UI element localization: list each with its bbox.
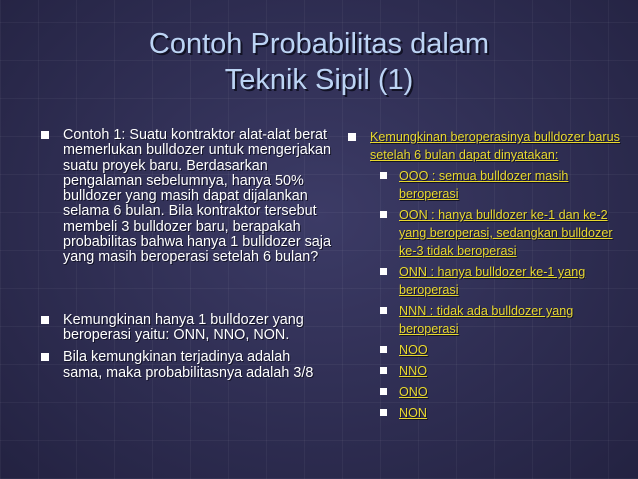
square-bullet-icon <box>41 131 49 139</box>
right-sub-text: OOO : semua bulldozer masih beroperasi <box>399 169 569 201</box>
left-bullet-item <box>38 350 333 381</box>
left-bullet-text: Contoh 1: Suatu kontraktor alat-alat berat memerlukan bulldozer untuk mengerjakan suatu proyek baru. Berdasarkan pengalaman sebelumnya, hanya 50% bulldozer yang masih dapat dijalankan selama 6 bulan. Bila kontraktor tersebut membeli 3 bulldozer baru, berapakah probabilitas bahwa hanya 1 bulldozer saja yang masih beroperasi setelah 6 bulan? <box>63 127 332 266</box>
right-sub-item <box>345 383 620 401</box>
square-bullet-icon <box>380 346 387 353</box>
right-sub-item <box>345 167 620 203</box>
square-bullet-icon <box>41 316 49 324</box>
right-heading-text: Kemungkinan beroperasinya bulldozer barus setelah 6 bulan dapat dinyatakan: <box>370 130 620 162</box>
square-bullet-icon <box>380 211 387 218</box>
right-sub-item <box>345 404 620 422</box>
right-sub-item <box>345 341 620 359</box>
square-bullet-icon <box>380 388 387 395</box>
square-bullet-icon <box>41 353 49 361</box>
right-sub-text: NNO <box>399 364 427 378</box>
right-sub-item <box>345 263 620 299</box>
square-bullet-icon <box>380 409 387 416</box>
title-line-1: Contoh Probabilitas dalam <box>148 28 490 60</box>
right-sub-item <box>345 302 620 338</box>
square-bullet-icon <box>380 367 387 374</box>
square-bullet-icon <box>380 307 387 314</box>
square-bullet-icon <box>380 268 387 275</box>
left-bullet-text: Bila kemungkinan terjadinya adalah sama, maka probabilitasnya adalah 3/8 <box>63 349 314 381</box>
square-bullet-icon <box>380 172 387 179</box>
left-bullet-text: Kemungkinan hanya 1 bulldozer yang beroperasi yaitu: ONN, NNO, NON. <box>63 311 304 343</box>
right-sub-text: OON : hanya bulldozer ke-1 dan ke-2 yang beroperasi, sedangkan bulldozer ke-3 tidak beroperasi <box>399 208 613 258</box>
title-line-2: Teknik Sipil (1) <box>224 64 414 96</box>
right-column <box>345 128 620 422</box>
right-sub-item <box>345 362 620 380</box>
left-bullet-item <box>38 128 333 266</box>
right-sub-text: ONO <box>399 385 428 399</box>
right-sub-text: NOO <box>399 343 428 357</box>
right-sub-text: NON <box>399 406 427 420</box>
left-bullet-item <box>38 313 333 344</box>
right-bullet-heading <box>345 128 620 164</box>
left-column <box>38 128 333 381</box>
slide-title <box>0 26 638 98</box>
right-sub-text: ONN : hanya bulldozer ke-1 yang beroperasi <box>399 265 586 297</box>
right-sub-text: NNN : tidak ada bulldozer yang beroperasi <box>399 304 574 336</box>
right-sub-item <box>345 206 620 260</box>
square-bullet-icon <box>348 133 356 141</box>
